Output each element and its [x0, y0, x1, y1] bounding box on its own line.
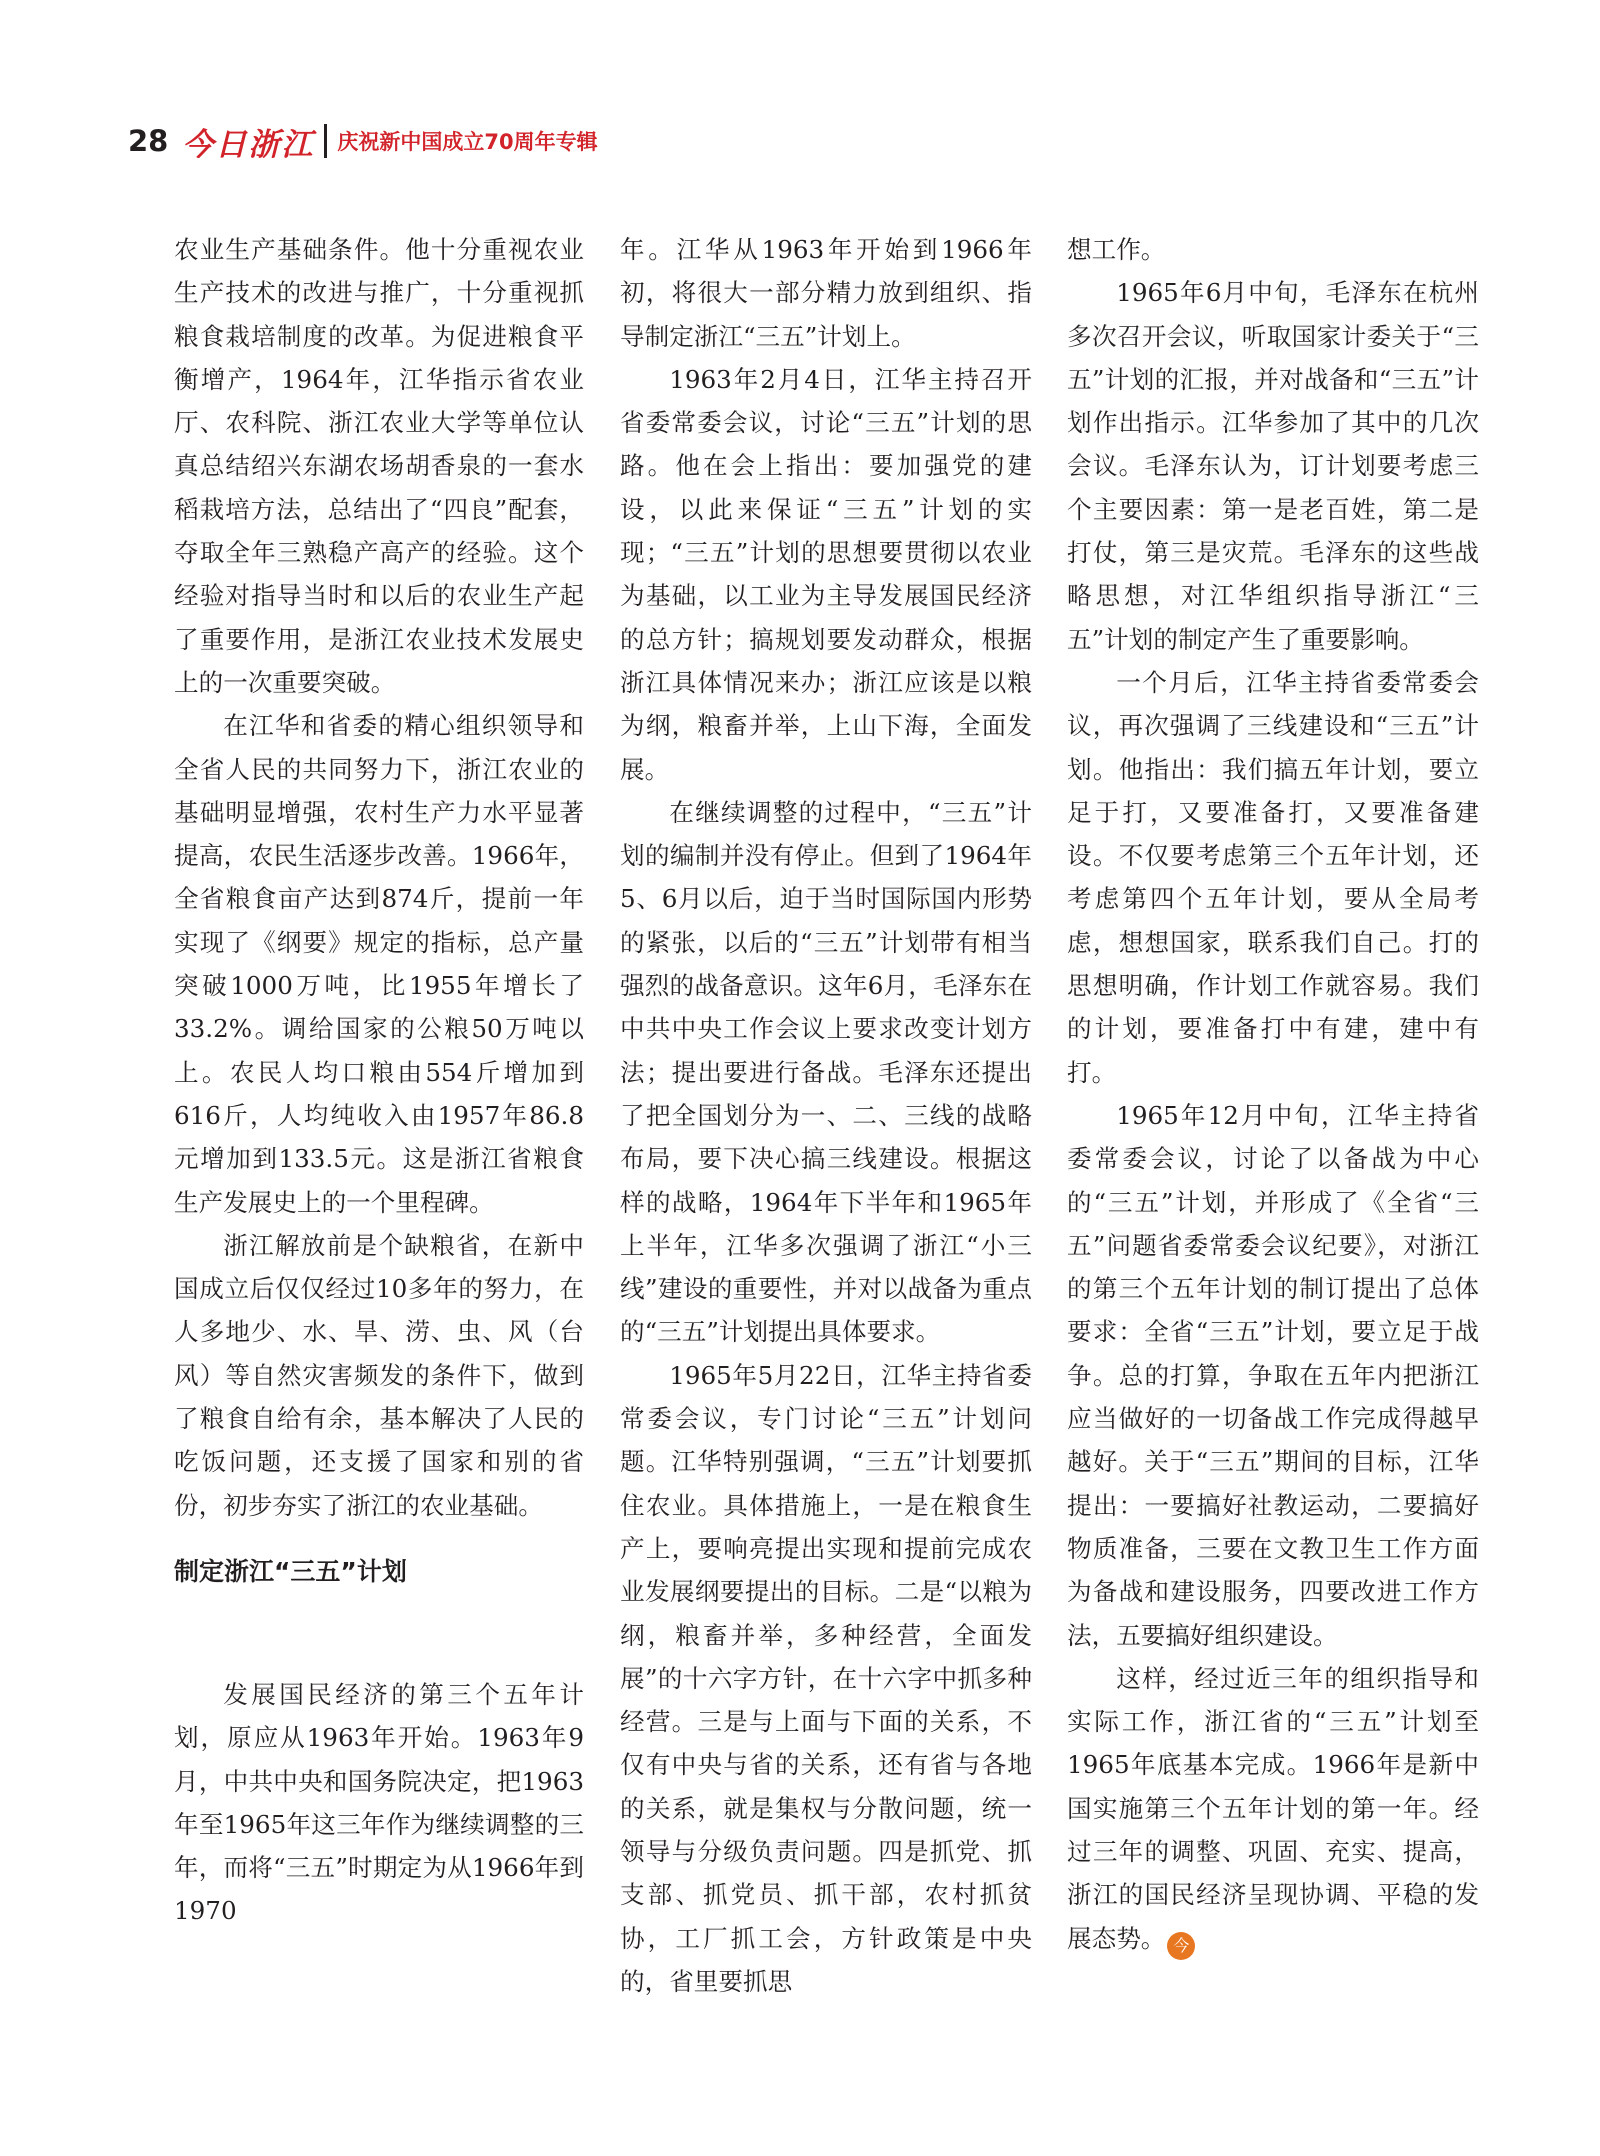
paragraph: 在继续调整的过程中，“三五”计划的编制并没有停止。但到了1964年5、6月以后，迫于当时国际国内形势的紧张，以后的“三五”计划带有相当强烈的战备意识。这年6月，毛泽东在中共中央工作会议上要求改变计划方法；提出要进行备战。毛泽东还提出了把全国划分为一、二、三线的战略布局，要下决心搞三线建设。根据这样的战略，1964年下半年和1965年上半年，江华多次强调了浙江“小三线”建设的重要性，并对以战备为重点的“三五”计划提出具体要求。 [620, 797, 1032, 1347]
page-header [128, 118, 598, 164]
section-heading: 制定浙江“三五”计划 [174, 1556, 407, 1586]
paragraph: 1965年5月22日，江华主持省委常委会议，专门讨论“三五”计划问题。江华特别强调，“三五”计划要抓住农业。具体措施上，一是在粮食生产上，要响亮提出实现和提前完成农业发展纲要提出的目标。二是“以粮为纲，粮畜并举，多种经营，全面发展”的十六字方针，在十六字中抓多种经营。三是与上面与下面的关系，不仅有中央与省的关系，还有省与各地的关系，就是集权与分散问题，统一领导与分级负责问题。四是抓党、抓支部、抓党员、抓干部，农村抓贫协，工厂抓工会，方针政策是中央的，省里要抓思 [620, 1360, 1032, 1996]
header-title: 庆祝新中国成立70周年专辑 [337, 130, 598, 154]
paragraph: 1965年6月中旬，毛泽东在杭州多次召开会议，听取国家计委关于“三五”计划的汇报，并对战备和“三五”计划作出指示。江华参加了其中的几次会议。毛泽东认为，订计划要考虑三个主要因素：第一是老百姓，第二是打仗，第三是灾荒。毛泽东的这些战略思想，对江华组织指导浙江“三五”计划的制定产生了重要影响。 [1067, 278, 1479, 654]
paragraph: 1963年2月4日，江华主持召开省委常委会议，讨论“三五”计划的思路。他在会上指出：要加强党的建设，以此来保证“三五”计划的实现；“三五”计划的思想要贯彻以农业为基础，以工业为主导发展国民经济的总方针；搞规划要发动群众，根据浙江具体情况来办；浙江应该是以粮为纲，粮畜并举，上山下海，全面发展。 [620, 364, 1032, 784]
text-column-3 [1067, 228, 1479, 1960]
paragraph: 一个月后，江华主持省委常委会议，再次强调了三线建设和“三五”计划。他指出：我们搞五年计划，要立足于打，又要准备打，又要准备建设。不仅要考虑第三个五年计划，还考虑第四个五年计划，要从全局考虑，想想国家，联系我们自己。打的思想明确，作计划工作就容易。我们的计划，要准备打中有建，建中有打。 [1067, 667, 1479, 1087]
paragraph: 农业生产基础条件。他十分重视农业生产技术的改进与推广，十分重视抓粮食栽培制度的改革。为促进粮食平衡增产，1964年，江华指示省农业厅、农科院、浙江农业大学等单位认真总结绍兴东湖农场胡香泉的一套水稻栽培方法，总结出了“四良”配套，夺取全年三熟稳产高产的经验。这个经验对指导当时和以后的农业生产起了重要作用，是浙江农业技术发展史上的一次重要突破。 [174, 235, 584, 697]
text-column-2 [620, 228, 1032, 2003]
header-divider [324, 124, 327, 158]
paragraph-final-text: 这样，经过近三年的组织指导和实际工作，浙江省的“三五”计划至1965年底基本完成。1966年是新中国实施第三个五年计划的第一年。经过三年的调整、巩固、充实、提高，浙江的国民经济呈现协调、平稳的发展态势。 [1067, 1663, 1479, 1953]
magazine-logo: 今日浙江 [182, 126, 315, 163]
text-column-1 [174, 228, 584, 1933]
article-end-icon: 今 [1167, 1932, 1195, 1960]
paragraph: 年。江华从1963年开始到1966年初，将很大一部分精力放到组织、指导制定浙江“三五”计划上。 [620, 235, 1032, 351]
paragraph: 发展国民经济的第三个五年计划，原应从1963年开始。1963年9月，中共中央和国务院决定，把1963年至1965年这三年作为继续调整的三年，而将“三五”时期定为从1966年到1970 [174, 1679, 584, 1926]
paragraph: 浙江解放前是个缺粮省，在新中国成立后仅仅经过10多年的努力，在人多地少、水、旱、涝、虫、风（台风）等自然灾害频发的条件下，做到了粮食自给有余，基本解决了人民的吃饭问题，还支援了国家和别的省份，初步夯实了浙江的农业基础。 [174, 1230, 584, 1520]
page-number: 28 [128, 124, 169, 158]
paragraph-final [1067, 1657, 1479, 1960]
paragraph: 想工作。 [1067, 235, 1166, 264]
paragraph: 在江华和省委的精心组织领导和全省人民的共同努力下，浙江农业的基础明显增强，农村生产力水平显著提高，农民生活逐步改善。1966年，全省粮食亩产达到874斤，提前一年实现了《纲要》规定的指标，总产量突破1000万吨，比1955年增长了33.2%。调给国家的公粮50万吨以上。农民人均口粮由554斤增加到616斤，人均纯收入由1957年86.8元增加到133.5元。这是浙江省粮食生产发展史上的一个里程碑。 [174, 711, 584, 1217]
paragraph: 1965年12月中旬，江华主持省委常委会议，讨论了以备战为中心的“三五”计划，并形成了《全省“三五”问题省委常委会议纪要》，对浙江的第三个五年计划的制订提出了总体要求：全省“三五”计划，要立足于战争。总的打算，争取在五年内把浙江应当做好的一切备战工作完成得越早越好。关于“三五”期间的目标，江华提出：一要搞好社教运动，二要搞好物质准备，三要在文教卫生工作方面为备战和建设服务，四要改进工作方法，五要搞好组织建设。 [1067, 1100, 1479, 1650]
